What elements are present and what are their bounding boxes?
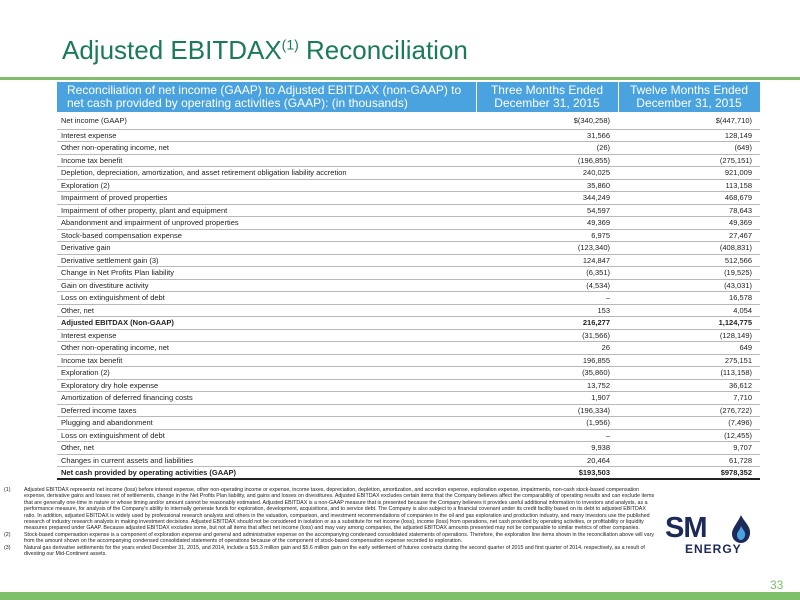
title-main: Adjusted EBITDAX — [62, 35, 282, 65]
row-label: Interest expense — [57, 129, 476, 142]
table-row — [57, 254, 760, 267]
three-months-value: 124,847 — [476, 254, 618, 267]
three-months-value: (31,566) — [476, 329, 618, 342]
logo-energy-text: ENERGY — [685, 542, 742, 556]
row-label: Net income (GAAP) — [57, 112, 476, 129]
row-label: Change in Net Profits Plan liability — [57, 267, 476, 280]
three-months-value: 13,752 — [476, 379, 618, 392]
row-label: Loss on extinguishment of debt — [57, 429, 476, 442]
row-label: Other non-operating income, net — [57, 142, 476, 155]
table-row — [57, 342, 760, 355]
footnotes — [4, 487, 659, 557]
row-label: Deferred income taxes — [57, 404, 476, 417]
header-description: Reconciliation of net income (GAAP) to Adjusted EBITDAX (non-GAAP) to net cash provided by operating activities (GAAP): (in thousands) — [57, 82, 476, 112]
table-row — [57, 167, 760, 180]
twelve-months-value: 7,710 — [618, 392, 760, 405]
footnote-text: Adjusted EBITDAX represents net income (loss) before interest expense, other non-operating income or expense, income taxes, depreciation, depletion, amortization, and accretion expense, exploration expense, impairments, non-cash stock-based compensation expense, derivative gains and losses net of settlements, change in the Net Profits Plan liability, and gains and losses on divestitures. Adjusted EBITDAX excludes certain items that the Company believes affect the comparability of operating results and can exclude items that are generally one-time in nature or whose timing and/or amount cannot be reasonably estimated. Adjusted EBITDAX is a non-GAAP measure that is presented because the Company believes it provides useful additional information to investors and analysts, as a performance measure, for analysis of the Company's ability to internally generate funds for exploration, development, acquisitions, and to service debt. The Company is also subject to a financial covenant under its credit facility based on its debt to adjusted EBITDAX ratio. In addition, adjusted EBITDAX is widely used by professional research analysts and others in the valuation, comparison, and investment recommendations of companies in the oil and gas exploration and production industry, and many investors use the published research of industry research analysts in making investment decisions. Adjusted EBITDAX should not be considered in isolation or as a substitute for net income (loss), income (loss) from operations, net cash provided by operating activities, or profitability or liquidity measures prepared under GAAP. Because adjusted EBITDAX excludes some, but not all items that affect net income (loss) and may vary among companies, the adjusted EBITDAX amounts presented may not be comparable to similar metrics of other companies. — [24, 487, 655, 532]
table-row — [57, 279, 760, 292]
row-label: Income tax benefit — [57, 354, 476, 367]
table-row — [57, 217, 760, 230]
three-months-value: (123,340) — [476, 242, 618, 255]
table-row — [57, 292, 760, 305]
three-months-value: 26 — [476, 342, 618, 355]
twelve-months-value: (19,525) — [618, 267, 760, 280]
three-months-value: 240,025 — [476, 167, 618, 180]
table-row — [57, 142, 760, 155]
title-suffix: Reconciliation — [298, 35, 468, 65]
twelve-months-value: 512,566 — [618, 254, 760, 267]
twelve-months-value: (12,455) — [618, 429, 760, 442]
twelve-months-value: $(447,710) — [618, 112, 760, 129]
three-months-value: (35,860) — [476, 367, 618, 380]
logo-sm-text: SM — [665, 512, 707, 544]
table-row — [57, 204, 760, 217]
row-label: Net cash provided by operating activities (GAAP) — [57, 467, 476, 480]
twelve-months-value: 113,158 — [618, 179, 760, 192]
footnote-text: Stock-based compensation expense is a component of exploration expense and general and administrative expense on the accompanying condensed consolidated statements of operations. Therefore, the exploration line items shown in the reconciliation above will vary from the amount shown on the accompanying condensed consolidated statements of operations because of the component of stock-based compensation expense recorded to exploration. — [24, 531, 655, 545]
three-months-value: – — [476, 292, 618, 305]
table-row — [57, 329, 760, 342]
row-label: Other, net — [57, 304, 476, 317]
footnote — [4, 487, 659, 532]
twelve-months-value: 16,578 — [618, 292, 760, 305]
row-label: Interest expense — [57, 329, 476, 342]
row-label: Adjusted EBITDAX (Non-GAAP) — [57, 317, 476, 330]
twelve-months-value: 1,124,775 — [618, 317, 760, 330]
twelve-months-value: (128,149) — [618, 329, 760, 342]
footnote-number: (2) — [4, 531, 11, 538]
three-months-value: (6,351) — [476, 267, 618, 280]
row-label: Derivative gain — [57, 242, 476, 255]
twelve-months-value: 9,707 — [618, 442, 760, 455]
footnote — [4, 532, 659, 545]
twelve-months-value: 61,728 — [618, 454, 760, 467]
table-row — [57, 467, 760, 480]
twelve-months-value: 27,467 — [618, 229, 760, 242]
row-label: Impairment of proved properties — [57, 192, 476, 205]
row-label: Other non-operating income, net — [57, 342, 476, 355]
table-row — [57, 129, 760, 142]
footnote-number: (1) — [4, 487, 11, 493]
three-months-value: 9,938 — [476, 442, 618, 455]
three-months-value: 196,855 — [476, 354, 618, 367]
twelve-months-value: 128,149 — [618, 129, 760, 142]
three-months-value: 6,975 — [476, 229, 618, 242]
flame-icon — [729, 514, 753, 544]
three-months-value: (196,855) — [476, 154, 618, 167]
footnote-text: Natural gas derivative settlements for the years ended December 31, 2015, and 2014, include a $15.3 million gain and $5.6 million gain on the early settlement of futures contracts during the second quarter of 2015 and first quarter of 2014, respectively, as a result of divesting our Mid-Continent assets. — [24, 544, 645, 558]
row-label: Plugging and abandonment — [57, 417, 476, 430]
twelve-months-value: 49,369 — [618, 217, 760, 230]
three-months-value: 49,369 — [476, 217, 618, 230]
three-months-value: (1,956) — [476, 417, 618, 430]
table-row — [57, 442, 760, 455]
row-label: Depletion, depreciation, amortization, and asset retirement obligation liability accretion — [57, 167, 476, 180]
header-three-months: Three Months Ended December 31, 2015 — [476, 82, 618, 112]
three-months-value: 31,566 — [476, 129, 618, 142]
row-label: Derivative settlement gain (3) — [57, 254, 476, 267]
table-row — [57, 154, 760, 167]
three-months-value: (4,534) — [476, 279, 618, 292]
table-row — [57, 404, 760, 417]
twelve-months-value: (43,031) — [618, 279, 760, 292]
footnote — [4, 545, 659, 558]
table-row — [57, 367, 760, 380]
table-header-row — [57, 82, 760, 112]
sm-energy-logo — [665, 512, 765, 557]
footer-bar — [0, 592, 800, 600]
twelve-months-value: 649 — [618, 342, 760, 355]
header-twelve-months: Twelve Months Ended December 31, 2015 — [618, 82, 760, 112]
table-row — [57, 179, 760, 192]
row-label: Changes in current assets and liabilities — [57, 454, 476, 467]
three-months-value: $193,503 — [476, 467, 618, 480]
row-label: Gain on divestiture activity — [57, 279, 476, 292]
title-divider — [0, 77, 800, 80]
table-row — [57, 317, 760, 330]
row-label: Stock-based compensation expense — [57, 229, 476, 242]
table-row — [57, 354, 760, 367]
three-months-value: 54,597 — [476, 204, 618, 217]
twelve-months-value: 36,612 — [618, 379, 760, 392]
row-label: Loss on extinguishment of debt — [57, 292, 476, 305]
twelve-months-value: $978,352 — [618, 467, 760, 480]
three-months-value: 344,249 — [476, 192, 618, 205]
twelve-months-value: 921,009 — [618, 167, 760, 180]
three-months-value: – — [476, 429, 618, 442]
row-label: Exploration (2) — [57, 367, 476, 380]
twelve-months-value: (276,722) — [618, 404, 760, 417]
footnote-number: (3) — [4, 544, 11, 551]
page-number: 33 — [770, 578, 784, 592]
three-months-value: (26) — [476, 142, 618, 155]
row-label: Abandonment and impairment of unproved properties — [57, 217, 476, 230]
twelve-months-value: (7,496) — [618, 417, 760, 430]
twelve-months-value: 78,643 — [618, 204, 760, 217]
twelve-months-value: (275,151) — [618, 154, 760, 167]
reconciliation-table — [57, 82, 761, 480]
table-row — [57, 417, 760, 430]
table-row — [57, 454, 760, 467]
twelve-months-value: 4,054 — [618, 304, 760, 317]
twelve-months-value: 275,151 — [618, 354, 760, 367]
row-label: Exploratory dry hole expense — [57, 379, 476, 392]
three-months-value: 35,860 — [476, 179, 618, 192]
row-label: Amortization of deferred financing costs — [57, 392, 476, 405]
table-row — [57, 392, 760, 405]
twelve-months-value: 468,679 — [618, 192, 760, 205]
table-row — [57, 379, 760, 392]
twelve-months-value: (649) — [618, 142, 760, 155]
three-months-value: 216,277 — [476, 317, 618, 330]
title-footnote-ref: (1) — [281, 36, 299, 53]
three-months-value: 20,464 — [476, 454, 618, 467]
three-months-value: $(340,258) — [476, 112, 618, 129]
three-months-value: 153 — [476, 304, 618, 317]
table-row — [57, 229, 760, 242]
row-label: Income tax benefit — [57, 154, 476, 167]
row-label: Exploration (2) — [57, 179, 476, 192]
table-row — [57, 267, 760, 280]
table-row — [57, 242, 760, 255]
table-row — [57, 112, 760, 129]
twelve-months-value: (113,158) — [618, 367, 760, 380]
table-row — [57, 304, 760, 317]
row-label: Other, net — [57, 442, 476, 455]
three-months-value: 1,907 — [476, 392, 618, 405]
reconciliation-table-container — [57, 82, 760, 480]
twelve-months-value: (408,831) — [618, 242, 760, 255]
row-label: Impairment of other property, plant and equipment — [57, 204, 476, 217]
table-row — [57, 192, 760, 205]
table-body — [57, 112, 760, 479]
three-months-value: (196,334) — [476, 404, 618, 417]
table-row — [57, 429, 760, 442]
page-title — [62, 35, 468, 66]
